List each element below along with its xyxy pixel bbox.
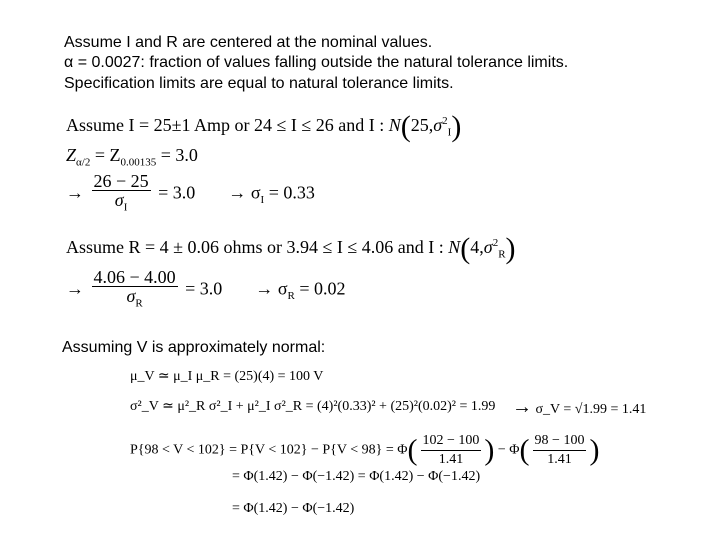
eq-i-sigma: σ bbox=[433, 115, 443, 135]
eq-v-fraction1 bbox=[421, 432, 482, 469]
intro-line-3: Specification limits are equal to natural tolerance limits. bbox=[64, 75, 454, 92]
eq-i-res2-sub: I bbox=[260, 194, 265, 207]
eq-v-line3-left: P{98 < V < 102} = P{V < 102} − P{V < 98} = Φ bbox=[130, 442, 408, 458]
eq-v-f1-den: 1.41 bbox=[438, 452, 464, 467]
eq-i-sup: 2 bbox=[442, 115, 448, 127]
eq-v-f2-num: 98 − 100 bbox=[533, 432, 587, 451]
eq-r-sup: 2 bbox=[492, 237, 499, 249]
eq-assume-r: Assume R = 4 ± 0.06 ohms or 3.94 ≤ I ≤ 4.06 and I : $N(4,\sigma^2_R)$ bbox=[66, 231, 516, 265]
eq-v-f2-den: 1.41 bbox=[547, 452, 572, 467]
eq-z-eq: = Z bbox=[94, 145, 121, 165]
eq-i-ratio-line bbox=[66, 172, 315, 217]
eq-v-f1-num: 102 − 100 bbox=[421, 432, 482, 451]
eq-i-res2: → σ bbox=[228, 182, 261, 203]
eq-i-res: = 3.0 bbox=[158, 182, 196, 203]
eq-r-res2: → σ bbox=[255, 278, 288, 299]
eq-v-arrow: → bbox=[512, 396, 532, 418]
eq-i-mean: 25, bbox=[410, 115, 434, 135]
eq-v-line2: σ²_V ≃ μ²_R σ²_I + μ²_I σ²_R = (4)²(0.33)² + (25)²(0.02)² = 1.99 bbox=[130, 399, 496, 414]
intro-line-1: Assume I and R are centered at the nominal values. bbox=[64, 34, 433, 51]
eq-i-arrow: → bbox=[66, 182, 84, 203]
eq-v-minus: − Φ bbox=[497, 442, 520, 458]
eq-r-res2-val: = 0.02 bbox=[299, 278, 346, 299]
eq-i-den: σ bbox=[114, 190, 124, 210]
eq-v-line1: μ_V ≃ μ_I μ_R = (25)(4) = 100 V bbox=[130, 369, 324, 384]
eq-i-num: 26 − 25 bbox=[93, 171, 149, 191]
eq-r-fraction bbox=[92, 268, 178, 313]
eq-i-fraction bbox=[92, 172, 151, 217]
eq-v-sigma: σ_V = √1.99 = 1.41 bbox=[535, 402, 647, 417]
eq-v-line5: = Φ(1.42) − Φ(−1.42) bbox=[232, 501, 355, 516]
eq-assume-r-text: Assume R = 4 ± 0.06 ohms or 3.94 ≤ I ≤ 4.06 and I : bbox=[66, 237, 444, 257]
eq-i-den-sub: I bbox=[123, 201, 128, 214]
eq-r-res2-sub: R bbox=[287, 290, 295, 303]
eq-r-ratio-line bbox=[66, 268, 346, 313]
eq-assume-i-text: Assume I = 25±1 Amp or 24 ≤ I ≤ 26 and I : bbox=[66, 115, 385, 135]
eq-z: Z bbox=[66, 145, 77, 165]
intro-line-2: α = 0.0027: fraction of values falling outside the natural tolerance limits. bbox=[64, 54, 569, 71]
eq-v-sigma-line bbox=[512, 396, 646, 421]
eq-v-fraction2 bbox=[533, 432, 587, 469]
eq-v-line4: = Φ(1.42) − Φ(−1.42) = Φ(1.42) − Φ(−1.42) bbox=[232, 469, 481, 484]
eq-i-res2-val: = 0.33 bbox=[268, 182, 315, 203]
eq-r-arrow: → bbox=[66, 278, 84, 299]
eq-i-sub: I bbox=[447, 126, 452, 139]
eq-z-sub2: 0.00135 bbox=[120, 156, 157, 169]
eq-r-num: 4.06 − 4.00 bbox=[93, 267, 176, 287]
eq-r-res: = 3.0 bbox=[185, 278, 223, 299]
eq-z-sub1: α/2 bbox=[76, 156, 91, 169]
eq-v-line3: P{98 < V < 102} = P{V < 102} − P{V < 98} = Φ( $\frac{102 - 100}{1.41}$ ) − Φ( $\frac{98 - 100}{1.41}$ ) bbox=[130, 433, 600, 467]
eq-r-den: σ bbox=[126, 286, 136, 306]
eq-assume-i: Assume I = 25±1 Amp or 24 ≤ I ≤ 26 and I : $N(25,\sigma^2_I)$ bbox=[66, 109, 462, 143]
eq-r-mean: 4, bbox=[470, 237, 484, 257]
eq-z-line bbox=[66, 144, 198, 174]
eq-r-sub: R bbox=[498, 248, 506, 261]
assuming-v-text: Assuming V is approximately normal: bbox=[62, 339, 326, 356]
eq-r-den-sub: R bbox=[135, 297, 143, 310]
eq-r-sigma: σ bbox=[483, 237, 493, 257]
eq-z-val: = 3.0 bbox=[160, 145, 198, 165]
